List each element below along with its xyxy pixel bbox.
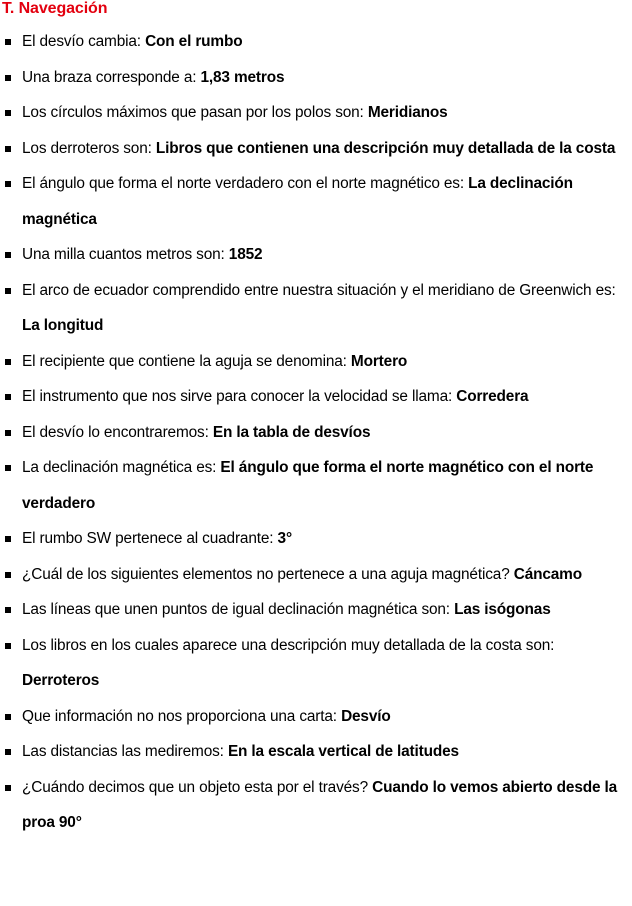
question-text: Una milla cuantos metros son: — [22, 246, 229, 263]
list-item — [0, 557, 626, 593]
question-text: Las distancias las mediremos: — [22, 743, 228, 760]
square-bullet-icon — [5, 749, 11, 755]
question-text: Los círculos máximos que pasan por los polos son: — [22, 104, 368, 121]
question-text: El desvío cambia: — [22, 33, 146, 50]
question-text: El arco de ecuador comprendido entre nuestra situación y el meridiano de Greenwich es: — [22, 281, 616, 299]
square-bullet-icon — [5, 75, 11, 81]
question-text: ¿Cuándo decimos que un objeto esta por el través? — [22, 778, 373, 796]
square-bullet-icon — [5, 643, 11, 649]
list-item — [0, 166, 626, 237]
list-item — [0, 24, 626, 60]
square-bullet-icon — [5, 288, 11, 294]
square-bullet-icon — [5, 607, 11, 613]
list-item — [0, 60, 626, 96]
answer-text: El ángulo que forma el norte magnético con el norte verdadero — [22, 459, 594, 512]
answer-text: Corredera — [456, 388, 529, 405]
list-item — [0, 592, 626, 628]
square-bullet-icon — [5, 394, 11, 400]
square-bullet-icon — [5, 465, 11, 471]
square-bullet-icon — [5, 572, 11, 578]
list-item — [0, 734, 626, 770]
question-text: Las líneas que unen puntos de igual declinación magnética son: — [22, 601, 455, 618]
question-text: Los libros en los cuales aparece una descripción muy detallada de la costa son: — [22, 636, 555, 654]
square-bullet-icon — [5, 39, 11, 45]
question-text: El instrumento que nos sirve para conocer la velocidad se llama: — [22, 388, 457, 405]
question-text: El ángulo que forma el norte verdadero con el norte magnético es: — [22, 175, 469, 192]
square-bullet-icon — [5, 785, 11, 791]
answer-text: Libros que contienen una descripción muy detallada de la costa — [155, 139, 616, 157]
square-bullet-icon — [5, 714, 11, 720]
square-bullet-icon — [5, 536, 11, 542]
list-item — [0, 344, 626, 380]
answer-text: Cáncamo — [513, 565, 582, 583]
list-item — [0, 273, 626, 344]
square-bullet-icon — [5, 110, 11, 116]
answer-text: 1852 — [228, 246, 263, 263]
question-text: Una braza corresponde a: — [22, 68, 201, 86]
answer-text: Cuando lo vemos abierto desde la proa 90° — [22, 778, 618, 831]
answer-text: La longitud — [22, 317, 104, 334]
list-item — [0, 699, 626, 735]
answer-text: Meridianos — [367, 104, 448, 121]
list-item — [0, 770, 626, 841]
question-text: Los derroteros son: — [22, 139, 156, 157]
question-text: Que información no nos proporciona una carta: — [22, 707, 342, 725]
answer-text: Derroteros — [22, 672, 100, 689]
answer-text: En la escala vertical de latitudes — [227, 743, 459, 760]
list-item — [0, 131, 626, 167]
answer-text: Mortero — [350, 352, 408, 370]
answer-text: En la tabla de desvíos — [212, 423, 371, 441]
question-text: La declinación magnética es: — [22, 459, 221, 476]
list-item — [0, 379, 626, 415]
answer-text: La declinación magnética — [22, 175, 573, 228]
square-bullet-icon — [5, 430, 11, 436]
answer-text: 1,83 metros — [200, 68, 285, 86]
list-item — [0, 521, 626, 557]
question-text: El rumbo SW pertenece al cuadrante: — [22, 530, 278, 547]
answer-text: Desvío — [341, 707, 391, 725]
answer-text: 3° — [277, 530, 292, 547]
answer-text: Las isógonas — [454, 601, 551, 618]
square-bullet-icon — [5, 252, 11, 258]
square-bullet-icon — [5, 146, 11, 152]
list-item — [0, 450, 626, 521]
answer-text: Con el rumbo — [145, 33, 243, 50]
question-list — [0, 24, 626, 841]
question-text: El recipiente que contiene la aguja se denomina: — [22, 352, 351, 370]
list-item — [0, 415, 626, 451]
list-item — [0, 237, 626, 273]
list-item — [0, 95, 626, 131]
square-bullet-icon — [5, 359, 11, 365]
question-text: El desvío lo encontraremos: — [22, 423, 213, 441]
page-title: T. Navegación — [2, 0, 108, 17]
question-text: ¿Cuál de los siguientes elementos no pertenece a una aguja magnética? — [22, 565, 514, 583]
square-bullet-icon — [5, 181, 11, 187]
list-item — [0, 628, 626, 699]
